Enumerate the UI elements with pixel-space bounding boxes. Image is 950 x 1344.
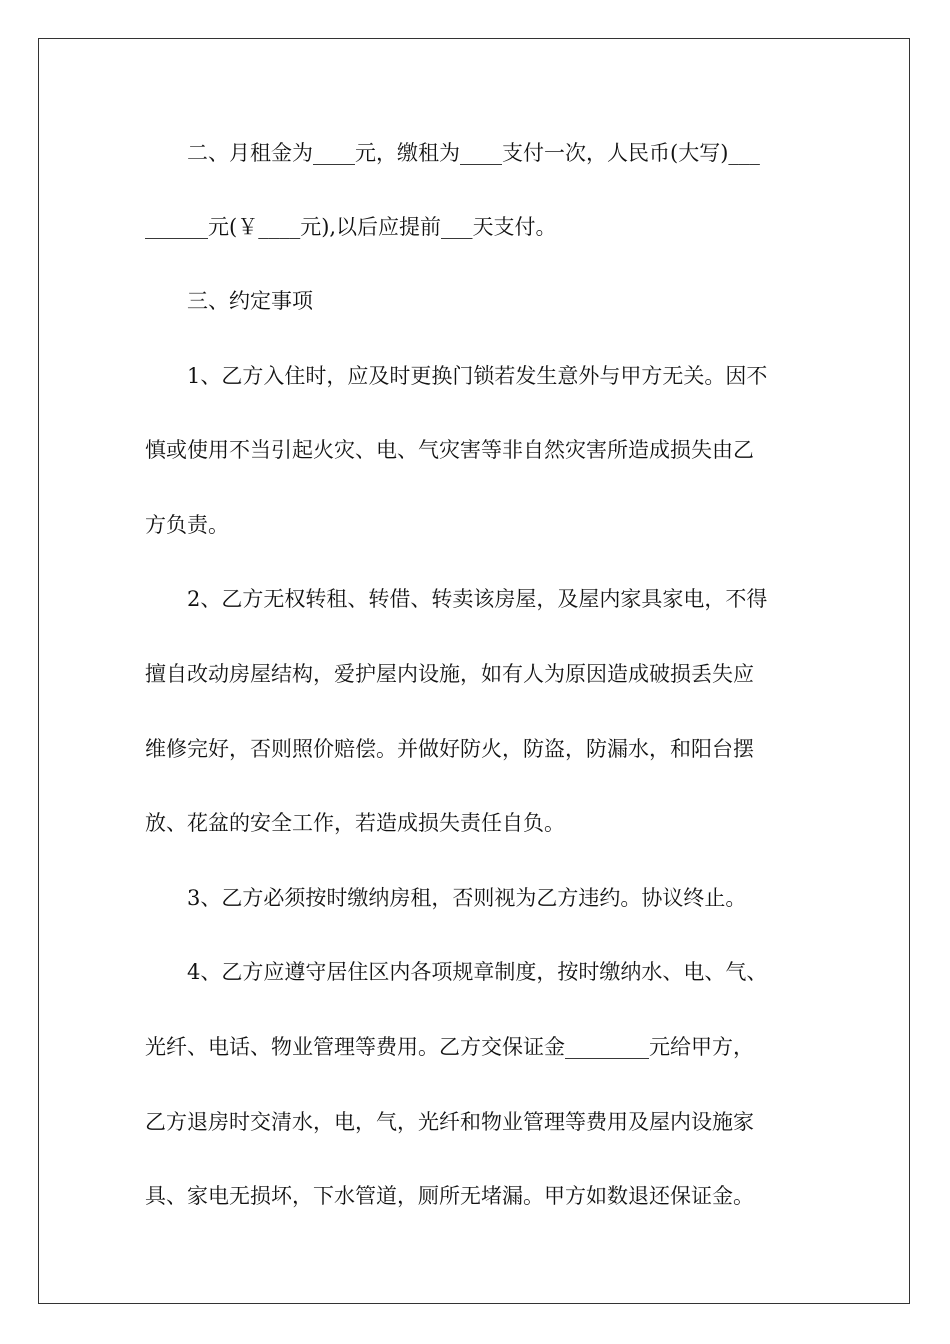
section-heading-agreements: 三、约定事项 [187, 289, 313, 313]
clause-3-line-1: 3、乙方必须按时缴纳房租，否则视为乙方违约。协议终止。 [187, 886, 747, 910]
clause-1-line-1: 1、乙方入住时，应及时更换门锁若发生意外与甲方无关。因不 [187, 364, 768, 388]
clause-4-line-4: 具、家电无损坏，下水管道，厕所无堵漏。甲方如数退还保证金。 [145, 1184, 754, 1208]
rent-clause-line-2: ______元(￥____元),以后应提前___天支付。 [145, 215, 557, 239]
clause-1-line-3: 方负责。 [145, 513, 229, 537]
clause-4-line-1: 4、乙方应遵守居住区内各项规章制度，按时缴纳水、电、气、 [187, 960, 768, 984]
clause-2-line-2: 擅自改动房屋结构，爱护屋内设施，如有人为原因造成破损丢失应 [145, 662, 754, 686]
clause-1-line-2: 慎或使用不当引起火灾、电、气灾害等非自然灾害所造成损失由乙 [145, 438, 754, 462]
clause-2-line-1: 2、乙方无权转租、转借、转卖该房屋，及屋内家具家电，不得 [187, 587, 768, 611]
rent-clause-line-1: 二、月租金为____元，缴租为____支付一次，人民币(大写)___ [187, 141, 760, 165]
clause-2-line-4: 放、花盆的安全工作，若造成损失责任自负。 [145, 811, 565, 835]
clause-4-line-2: 光纤、电话、物业管理等费用。乙方交保证金________元给甲方， [145, 1035, 754, 1059]
clause-2-line-3: 维修完好，否则照价赔偿。并做好防火，防盗，防漏水，和阳台摆 [145, 737, 754, 761]
clause-4-line-3: 乙方退房时交清水，电，气，光纤和物业管理等费用及屋内设施家 [145, 1110, 754, 1134]
